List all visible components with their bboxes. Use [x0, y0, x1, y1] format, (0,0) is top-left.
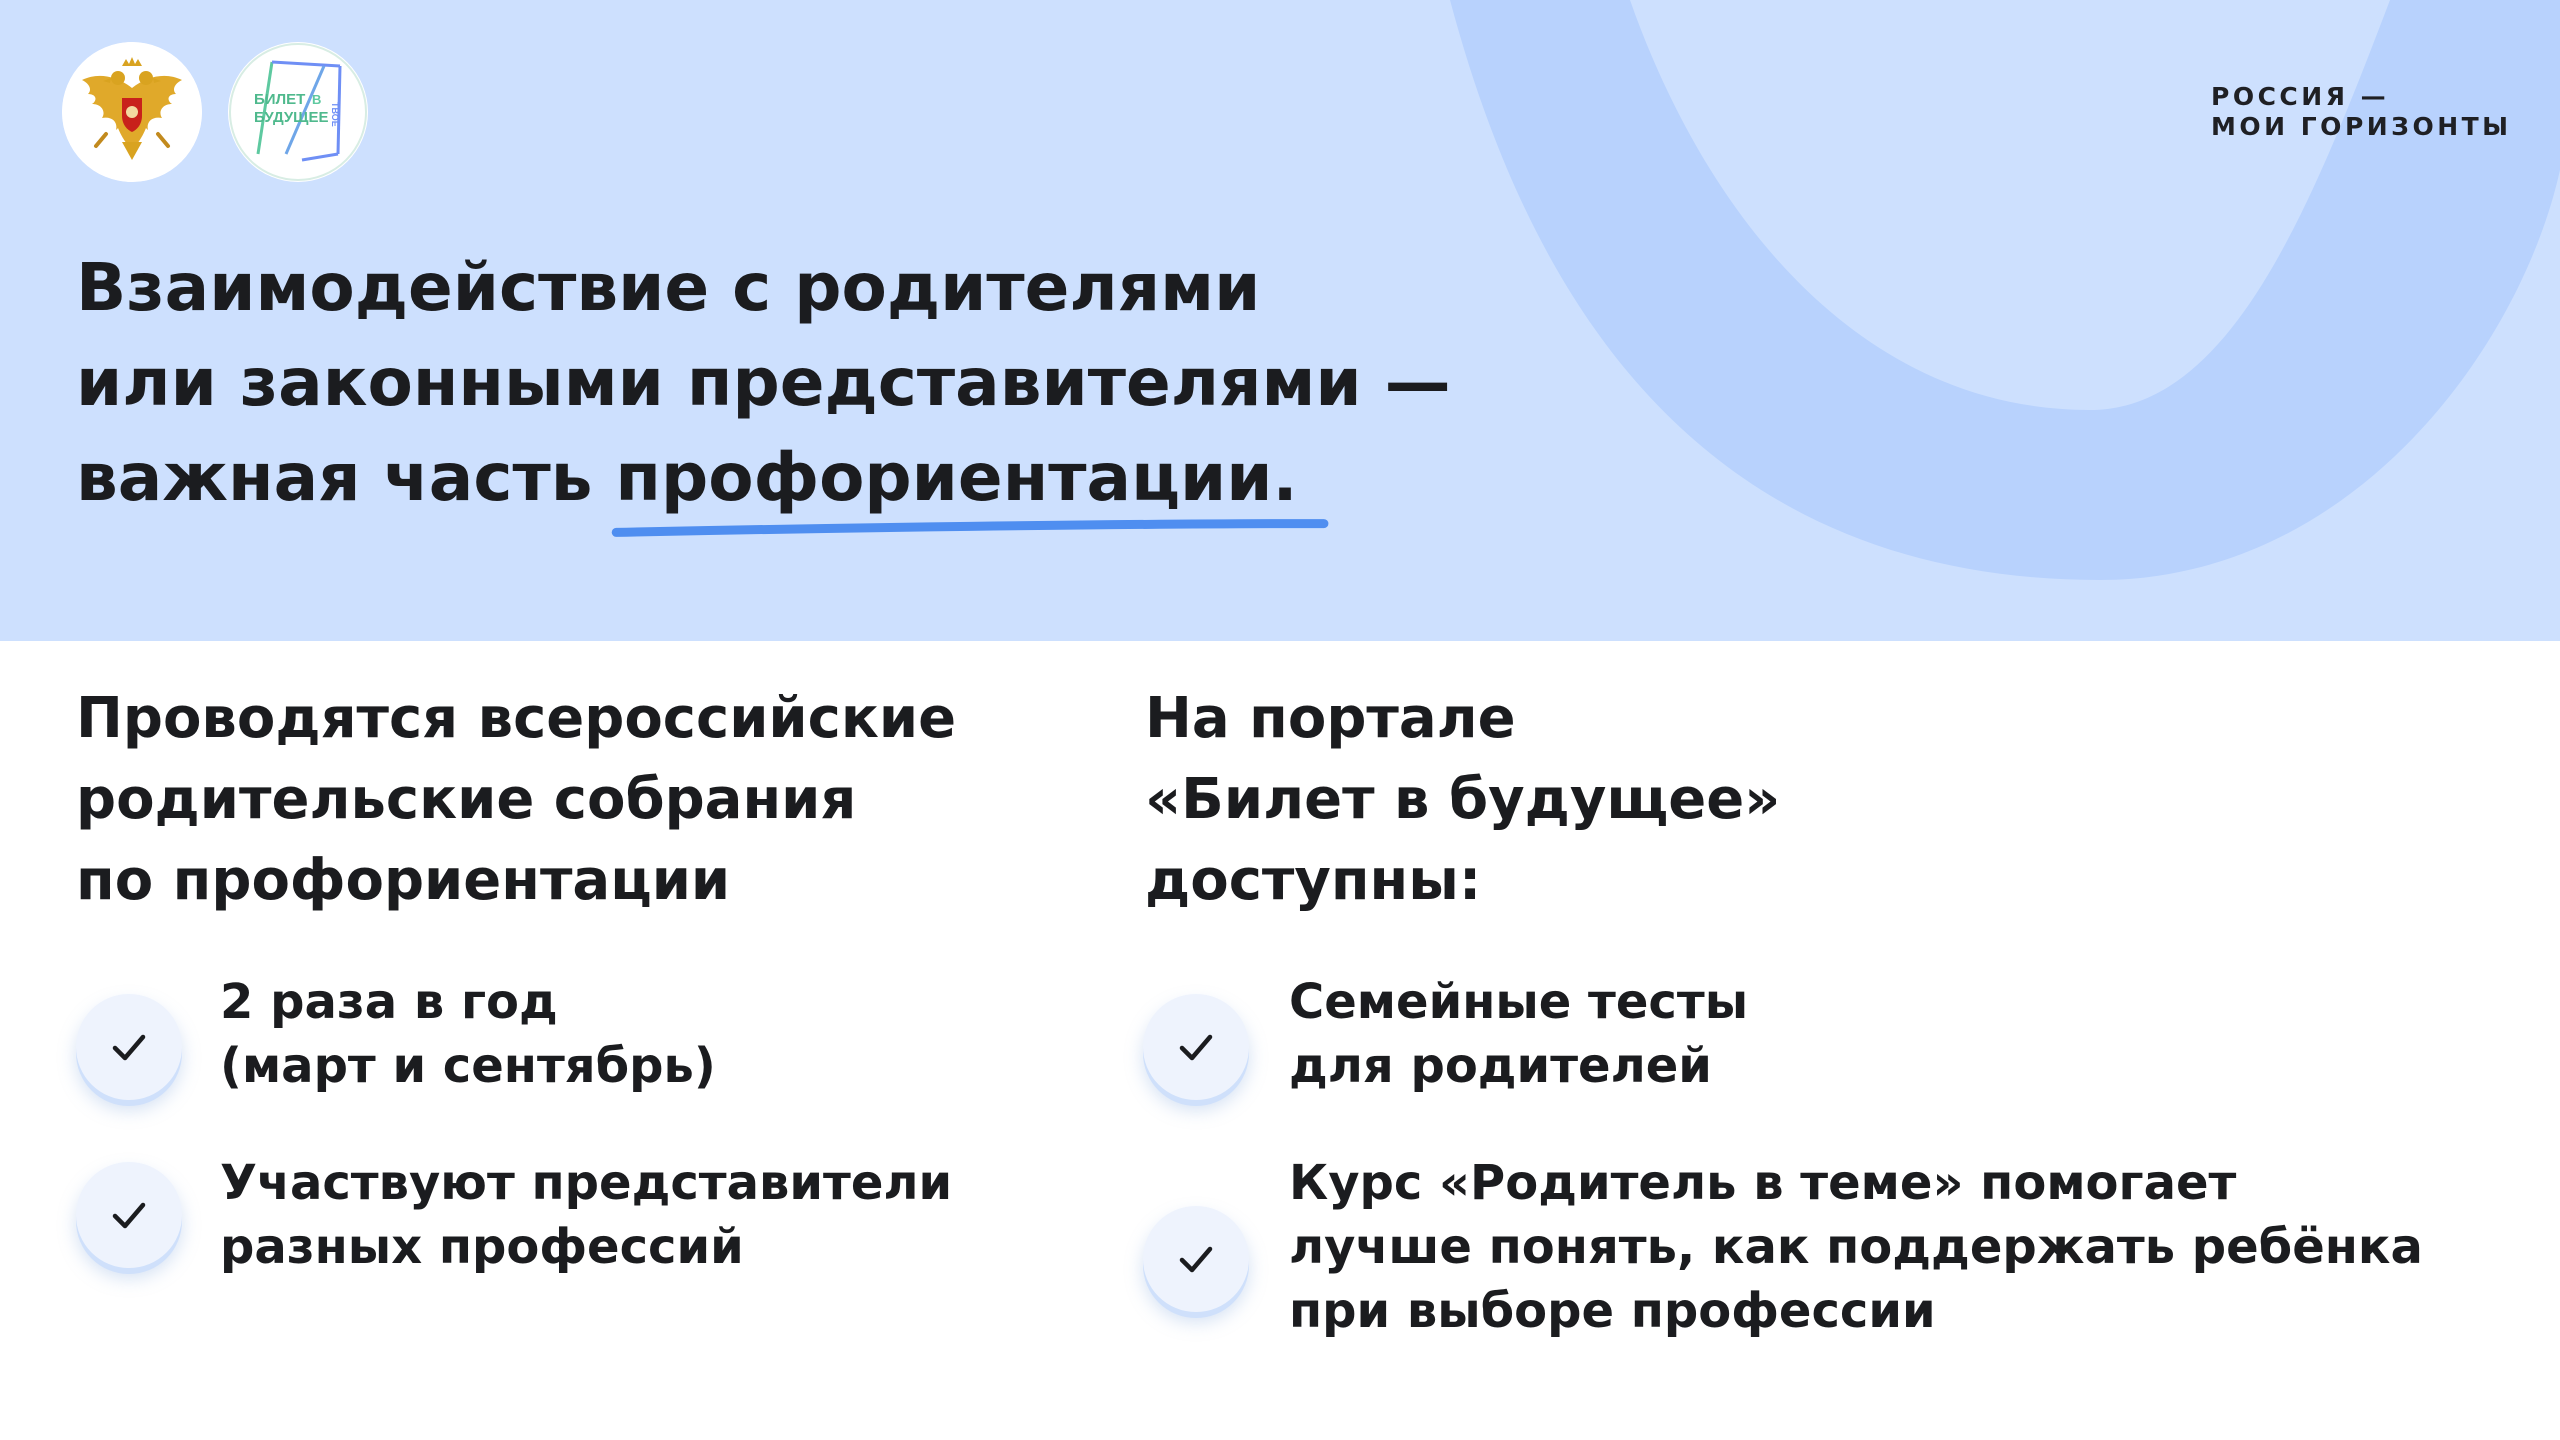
ministry-emblem-logo: [62, 42, 202, 182]
brand-line-1: РОССИЯ —: [2211, 82, 2390, 111]
left-item-2-line-1: Участвуют представители: [220, 1155, 953, 1211]
highlight-underline: [609, 517, 1331, 539]
svg-text:БИЛЕТ: БИЛЕТ: [254, 91, 306, 108]
ticket-to-future-icon: [228, 42, 368, 182]
headline-line-3-prefix: важная часть: [76, 439, 616, 516]
svg-text:В: В: [312, 92, 322, 107]
page-headline: [76, 240, 1516, 525]
right-title-line-2: «Билет в будущее»: [1145, 767, 1781, 832]
headline-highlight-text: профориентации.: [615, 439, 1298, 516]
headline-highlight: [615, 430, 1297, 525]
svg-text:ТВОЁ: ТВОЁ: [330, 102, 340, 127]
brand-line-2: МОИ ГОРИЗОНТЫ: [2211, 112, 2512, 141]
check-icon: [1143, 1206, 1249, 1312]
left-item-1-line-2: (март и сентябрь): [220, 1038, 716, 1094]
right-title-line-1: На портале: [1145, 686, 1516, 751]
right-item-1-line-2: для родителей: [1289, 1038, 1712, 1094]
brand-wordmark: [2211, 82, 2531, 142]
svg-text:БУДУЩЕЕ: БУДУЩЕЕ: [254, 109, 329, 126]
check-icon: [76, 1162, 182, 1268]
right-item-2-line-2: лучше понять, как поддержать ребёнка: [1289, 1219, 2423, 1275]
left-title-line-3: по профориентации: [76, 848, 731, 913]
right-item-1: [1289, 970, 1748, 1098]
right-item-2: [1289, 1151, 2423, 1343]
left-item-1: [220, 970, 716, 1098]
headline-line-2: или законными представителями —: [76, 344, 1451, 421]
headline-line-3: [76, 430, 1516, 525]
check-icon: [76, 994, 182, 1100]
left-column-title: [76, 678, 956, 921]
left-item-1-line-1: 2 раза в год: [220, 974, 558, 1030]
left-item-2-line-2: разных профессий: [220, 1219, 744, 1275]
right-item-1-line-1: Семейные тесты: [1289, 974, 1749, 1030]
check-icon: [1143, 994, 1249, 1100]
left-title-line-2: родительские собрания: [76, 767, 857, 832]
bilet-v-budushchee-logo: [228, 42, 368, 182]
double-headed-eagle-icon: [62, 42, 202, 182]
hero-banner: [0, 0, 2560, 641]
right-column-title: [1145, 678, 1780, 921]
headline-line-1: Взаимодействие с родителями: [76, 249, 1261, 326]
right-item-2-line-1: Курс «Родитель в теме» помогает: [1289, 1155, 2237, 1211]
left-item-2: [220, 1151, 952, 1279]
left-title-line-1: Проводятся всероссийские: [76, 686, 957, 751]
right-title-line-3: доступны:: [1145, 848, 1482, 913]
right-item-2-line-3: при выборе профессии: [1289, 1283, 1936, 1339]
